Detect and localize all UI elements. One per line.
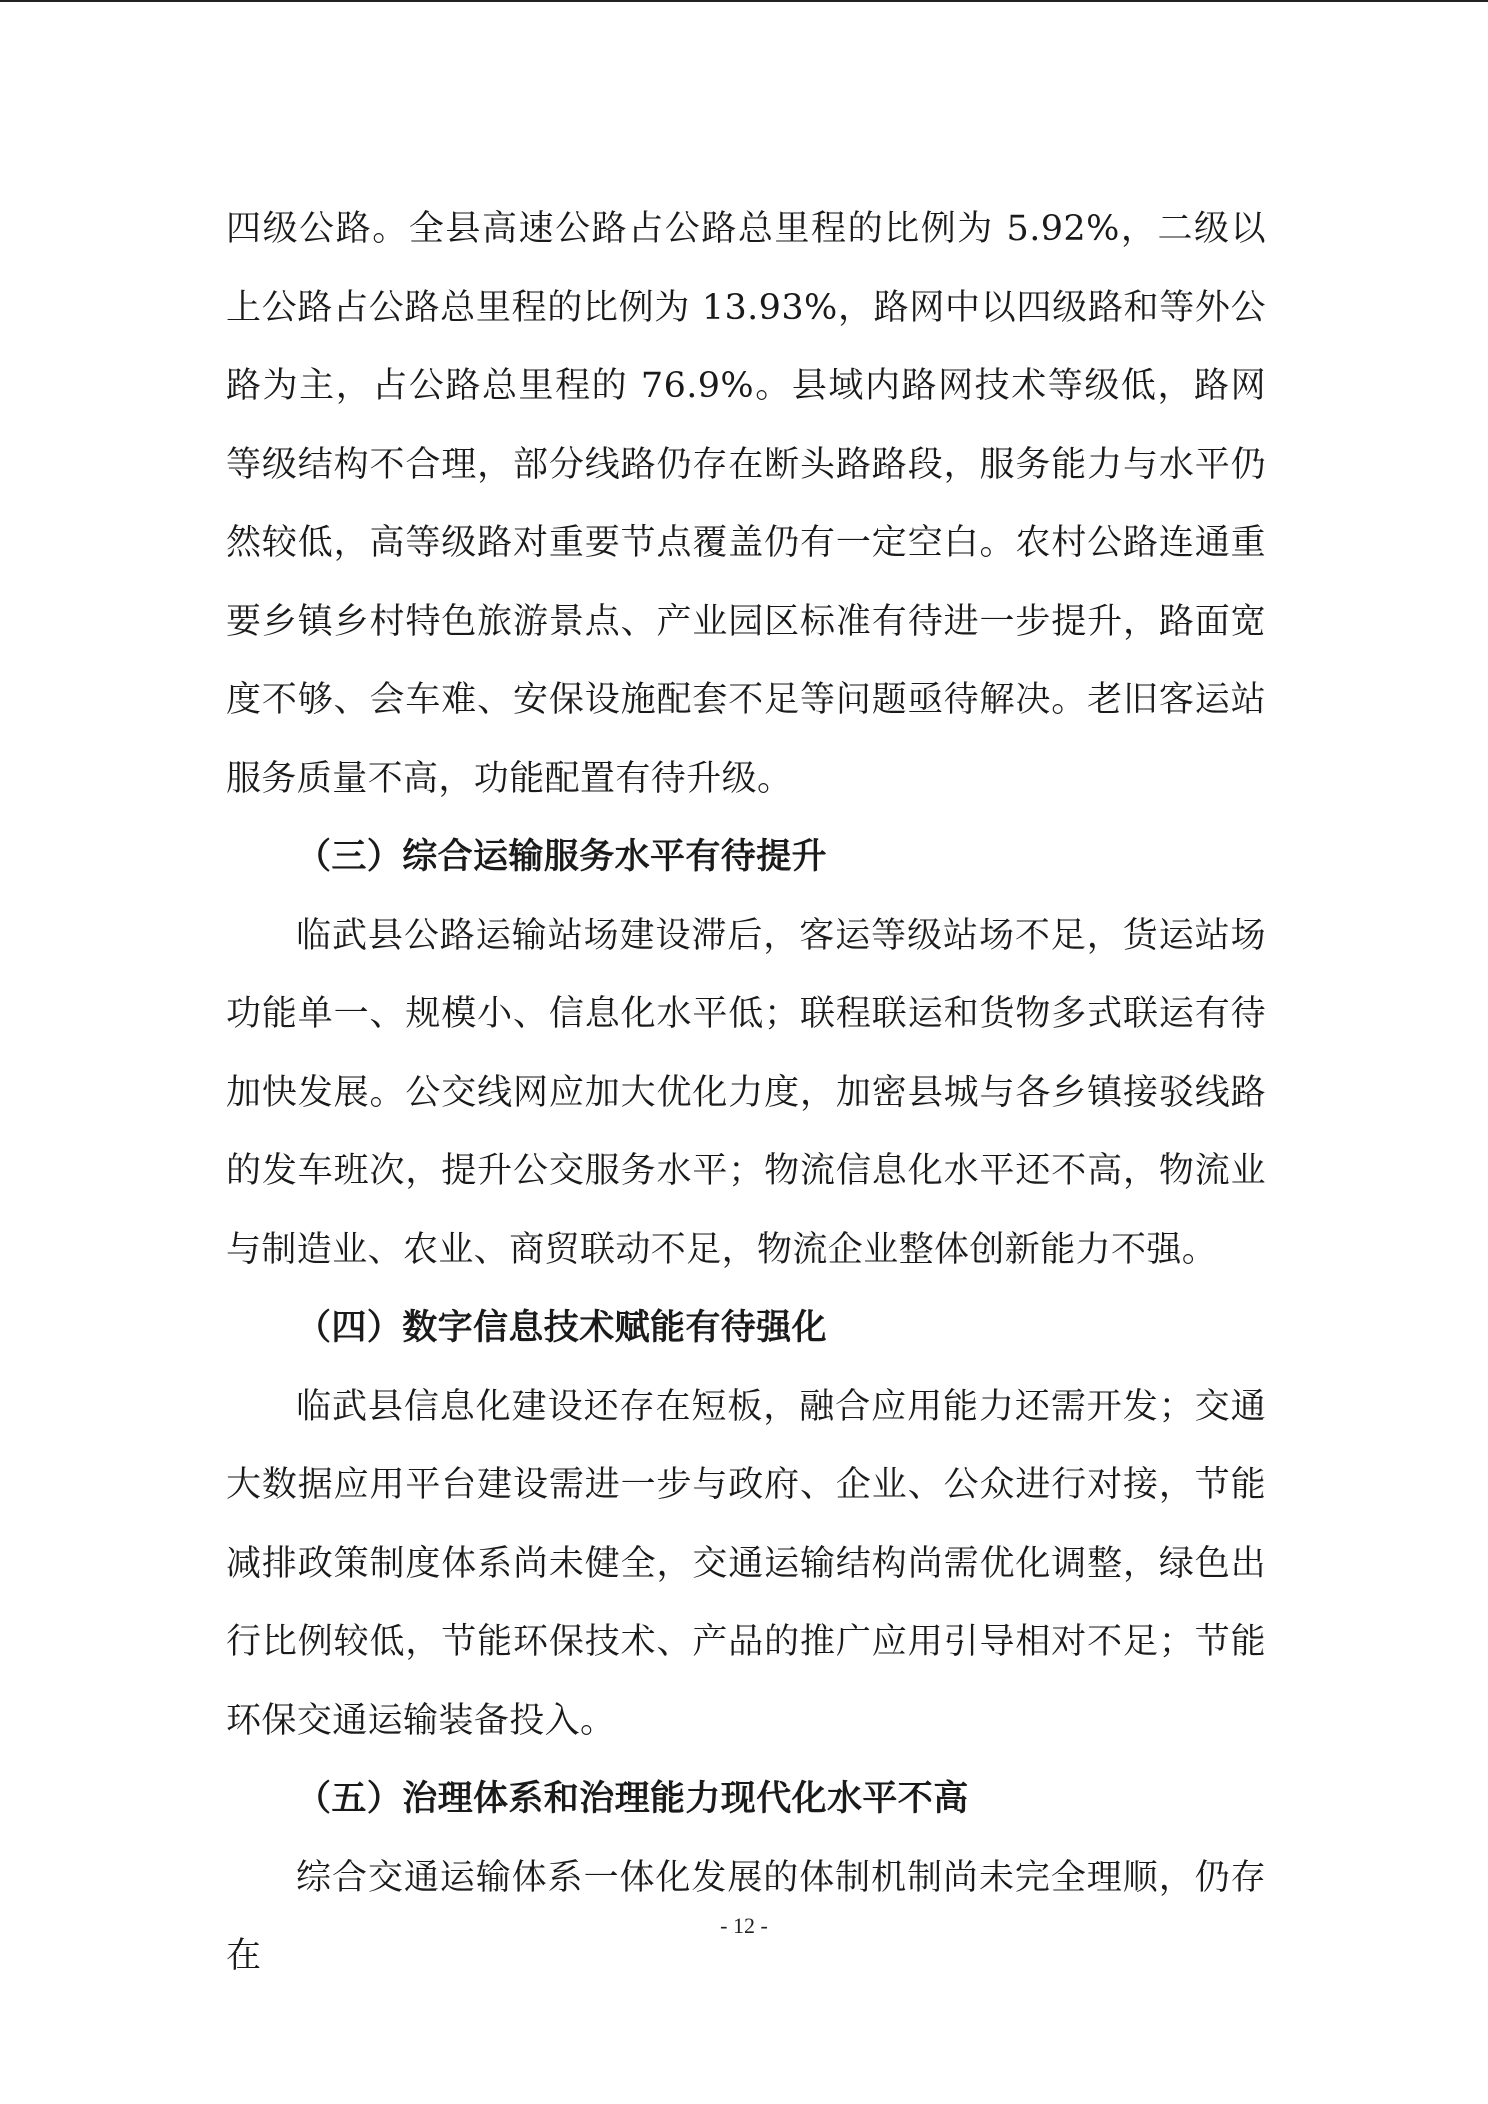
top-border-line [0, 0, 1488, 2]
paragraph-digital-technology: 临武县信息化建设还存在短板，融合应用能力还需开发；交通大数据应用平台建设需进一步与政府、企业、公众进行对接，节能减排政策制度体系尚未健全，交通运输结构尚需优化调整，绿色出行比例较低，节能环保技术、产品的推广应用引导相对不足；节能环保交通运输装备投入。 [226, 1386, 1266, 1741]
document-page [226, 190, 1266, 1996]
heading-governance: （五）治理体系和治理能力现代化水平不高 [296, 1778, 969, 1819]
page-number: - 12 - [720, 1913, 768, 1938]
paragraph-governance: 综合交通运输体系一体化发展的体制机制尚未完全理顺，仍存在 [226, 1857, 1266, 1976]
heading-transport-service: （三）综合运输服务水平有待提升 [296, 836, 828, 877]
heading-digital-technology: （四）数字信息技术赋能有待强化 [296, 1307, 828, 1348]
paragraph-road-network: 四级公路。全县高速公路占公路总里程的比例为 5.92%，二级以上公路占公路总里程的比例为 13.93%，路网中以四级路和等外公路为主，占公路总里程的 76.9%。县域内路网技术等级低，路网等级结构不合理，部分线路仍存在断头路路段，服务能力与水平仍然较低，高等级路对重要节点覆盖仍有一定空白。农村公路连通重要乡镇乡村特色旅游景点、产业园区标准有待进一步提升，路面宽度不够、会车难、安保设施配套不足等问题亟待解决。老旧客运站服务质量不高，功能配置有待升级。 [226, 209, 1266, 799]
paragraph-transport-service: 临武县公路运输站场建设滞后，客运等级站场不足，货运站场功能单一、规模小、信息化水平低；联程联运和货物多式联运有待加快发展。公交线网应加大优化力度，加密县城与各乡镇接驳线路的发车班次，提升公交服务水平；物流信息化水平还不高，物流业与制造业、农业、商贸联动不足，物流企业整体创新能力不强。 [226, 915, 1266, 1270]
